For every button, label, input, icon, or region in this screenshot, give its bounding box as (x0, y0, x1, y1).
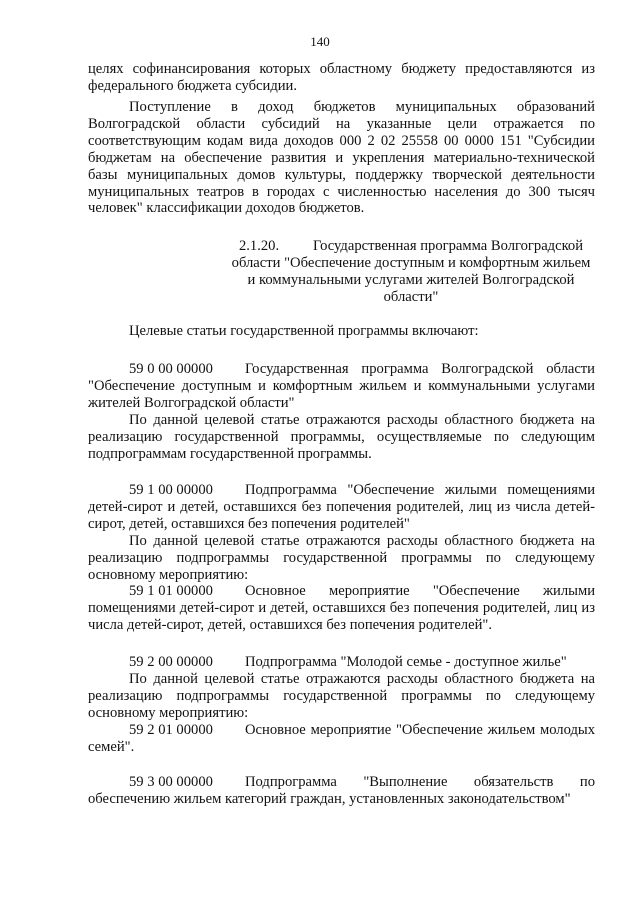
article-title: Подпрограмма "Молодой семье - доступное жилье" (245, 654, 567, 670)
intro-line (88, 323, 595, 340)
activity-code: 59 1 01 00000 (129, 583, 213, 600)
target-article-59-1 (88, 482, 595, 634)
target-article-59-0 (88, 361, 595, 462)
article-heading (88, 361, 595, 412)
continuation-paragraph (88, 61, 595, 95)
article-description: По данной целевой статье отражаются расходы областного бюджета на реализацию государственной программы, осуществляемые по следующим подпрограммам государственной программы. (88, 411, 595, 462)
article-code: 59 1 00 00000 (129, 482, 213, 498)
article-heading (88, 654, 595, 671)
section-number: 2.1.20. (238, 238, 280, 254)
intro-text: Целевые статьи государственной программы включают: (129, 323, 479, 339)
article-code: 59 3 00 00000 (129, 774, 213, 790)
target-article-59-3 (88, 774, 595, 808)
article-heading (88, 482, 595, 533)
article-title: Подпрограмма "Обеспечение жилыми помещениями детей-сирот и детей, оставшихся без попечения родителей, лиц из числа детей-сирот, детей, оставшихся без попечения родителей" (88, 482, 595, 532)
article-heading (88, 774, 595, 808)
article-code: 59 0 00 00000 (129, 361, 213, 377)
paragraph-text: целях софинансирования которых областному бюджету предоставляются из федерального бюджета субсидии. (88, 61, 595, 94)
article-title: Государственная программа Волгоградской области "Обеспечение доступным и комфортным жильем и коммунальными услугами жителей Волгоградской области" (88, 361, 595, 411)
section-heading (226, 238, 596, 306)
article-title: Подпрограмма "Выполнение обязательств по обеспечению жильем категорий граждан, установленных законодательством" (88, 774, 595, 807)
page-number: 140 (310, 34, 330, 49)
article-code: 59 2 00 00000 (129, 654, 213, 670)
article-description: По данной целевой статье отражаются расходы областного бюджета на реализацию подпрограммы государственной программы по следующему основному мероприятию: (88, 532, 595, 583)
activity-title: Основное мероприятие "Обеспечение жилыми помещениями детей-сирот и детей, оставшихся без попечения родителей, лиц из числа детей-сирот, детей, оставшихся без попечения родителей". (88, 583, 595, 634)
income-paragraph (88, 99, 595, 217)
section-title: Государственная программа Волгоградской области "Обеспечение доступным и комфортным жильем и коммунальными услугами жителей Волгоградской области" (231, 238, 591, 305)
activity-title: Основное мероприятие "Обеспечение жильем молодых семей". (88, 721, 595, 755)
paragraph-text: Поступление в доход бюджетов муниципальных образований Волгоградской области субсидий на указанные цели отражается по соответствующим кодам вида доходов 000 2 02 25558 00 0000 151 "Субсидии бюджетам на обеспечение развития и укрепления материально-технической базы муниципальных домов культуры, поддержку творческой деятельности муниципальных театров в городах с численностью населения до 300 тысяч человек" классификации доходов бюджетов. (88, 99, 595, 217)
target-article-59-2 (88, 654, 595, 755)
main-activity (88, 583, 595, 634)
main-activity (88, 722, 595, 756)
activity-code: 59 2 01 00000 (129, 721, 213, 738)
article-description: По данной целевой статье отражаются расходы областного бюджета на реализацию подпрограммы государственной программы по следующему основному мероприятию: (88, 670, 595, 721)
